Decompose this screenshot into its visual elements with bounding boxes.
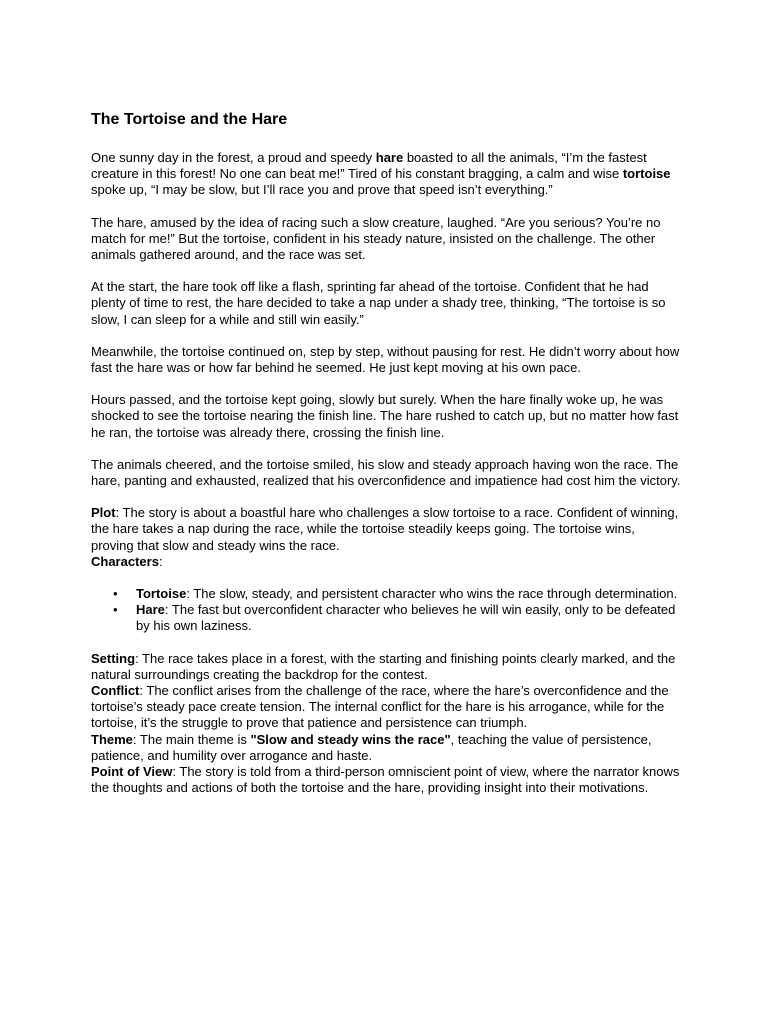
intro-text-2: boasted to all the animals, “I’m the fastest creature in this forest! No one can beat me!” Tired of his constant bragging, a calm and wise	[91, 150, 647, 182]
character-text: : The fast but overconfident character who believes he will win easily, only to be defeated by his own laziness.	[136, 602, 676, 634]
theme-label: Theme	[91, 731, 133, 747]
pov-section	[91, 764, 681, 796]
document-title: The Tortoise and the Hare	[91, 111, 288, 128]
character-name: Hare	[136, 602, 165, 618]
paragraph-3: At the start, the hare took off like a flash, sprinting far ahead of the tortoise. Confident that he had plenty of time to rest, the hare decided to take a nap under a shady tree, thinking, “The tortoise is so slow, I can sleep for a while and still win easily.”	[91, 279, 666, 327]
conflict-label: Conflict	[91, 683, 140, 699]
theme-quote: "Slow and steady wins the race"	[250, 731, 451, 747]
characters-heading	[91, 554, 681, 570]
character-text: : The slow, steady, and persistent character who wins the race through determination.	[186, 586, 678, 602]
intro-text-1: One sunny day in the forest, a proud and speedy	[91, 150, 376, 165]
characters-colon: :	[158, 553, 163, 569]
bullet-icon: •	[113, 586, 118, 602]
list-item	[91, 602, 681, 634]
paragraph-intro	[91, 150, 681, 199]
list-item	[91, 586, 681, 602]
theme-text-1: : The main theme is	[132, 731, 251, 747]
plot-text: : The story is about a boastful hare who challenges a slow tortoise to a race. Confident of winning, the hare takes a nap during the race, while the tortoise steadily keeps going. The tortoise wins, proving that slow and steady wins the race.	[91, 505, 679, 553]
characters-list	[91, 586, 681, 635]
intro-text-3: spoke up, “I may be slow, but I’ll race you and prove that speed isn’t everything.”	[91, 182, 553, 198]
plot-label: Plot	[91, 505, 116, 521]
theme-section	[91, 732, 681, 764]
paragraph-6: The animals cheered, and the tortoise smiled, his slow and steady approach having won the race. The hare, panting and exhausted, realized that his overconfidence and impatience had cost him the victory.	[91, 456, 681, 489]
setting-label: Setting	[91, 650, 136, 666]
conflict-text: : The conflict arises from the challenge of the race, where the hare’s overconfidence and the tortoise’s steady pace create tension. The internal conflict for the hare is his arrogance, while for the tortoise, it’s the struggle to prove that patience and persistence can triumph.	[91, 683, 669, 731]
pov-text: : The story is told from a third-person omniscient point of view, where the narrator knows the thoughts and actions of both the tortoise and the hare, providing insight into their motivations.	[91, 764, 680, 796]
plot-section	[91, 505, 681, 554]
paragraph-2: The hare, amused by the idea of racing such a slow creature, laughed. “Are you serious? You’re no match for me!” But the tortoise, confident in his steady nature, insisted on the challenge. The other animals gathered around, and the race was set.	[91, 214, 661, 263]
setting-section	[91, 651, 681, 683]
character-name: Tortoise	[136, 586, 187, 602]
bullet-icon: •	[113, 602, 118, 618]
pov-label: Point of View	[91, 764, 173, 780]
setting-text: : The race takes place in a forest, with the starting and finishing points clearly marked, and the natural surroundings creating the backdrop for the contest.	[91, 650, 676, 682]
intro-bold-hare: hare	[375, 150, 404, 165]
paragraph-5: Hours passed, and the tortoise kept going, slowly but surely. When the hare finally woke up, he was shocked to see the tortoise nearing the finish line. The hare rushed to catch up, but no matter how fast he ran, the tortoise was already there, crossing the finish line.	[91, 392, 679, 440]
characters-label: Characters	[91, 553, 159, 569]
theme-text-2: , teaching the value of persistence, patience, and humility over arrogance and haste.	[91, 731, 652, 763]
intro-bold-tortoise: tortoise	[622, 166, 671, 182]
conflict-section	[91, 683, 681, 732]
paragraph-4: Meanwhile, the tortoise continued on, step by step, without pausing for rest. He didn’t worry about how fast the hare was or how far behind he seemed. He just kept moving at his own pace.	[91, 343, 680, 376]
document-page	[91, 108, 681, 797]
